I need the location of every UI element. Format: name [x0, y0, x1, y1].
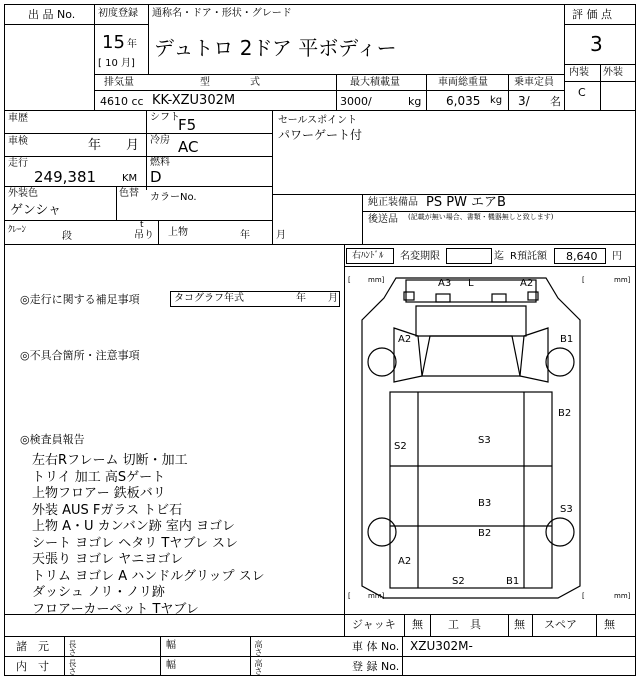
- wheel-front-right: [546, 348, 574, 376]
- mileage-unit: KM: [122, 173, 138, 184]
- mileage-label: 走行: [8, 158, 28, 169]
- remark-line: 左右Rフレーム 切断・加工: [32, 453, 188, 468]
- first-reg-label: 初度登録: [98, 8, 138, 19]
- delivery-note: (記載が無い場合、書類・機器無しと致します): [408, 213, 554, 221]
- chassis-label: 車 体 No.: [352, 640, 400, 653]
- tachograph-month: 月: [328, 293, 338, 304]
- exterior-label: 外装: [603, 67, 623, 78]
- remark-line: トリム ヨゴレ A ハンドルグリップ スレ: [32, 568, 265, 584]
- inspection-month: 月: [126, 138, 140, 153]
- bracket-note: mm]: [368, 592, 385, 600]
- bracket-note: mm]: [368, 276, 385, 284]
- max-load-unit: kg: [408, 95, 422, 108]
- crane-stage: 段: [62, 231, 72, 242]
- grid-line: [272, 110, 273, 244]
- grid-line: [344, 614, 636, 615]
- tachograph-label: タコグラフ年式: [174, 293, 244, 304]
- height-label: 高さ: [254, 659, 263, 675]
- grid-line: [148, 4, 149, 74]
- length-label: 長さ: [68, 640, 77, 656]
- max-load-label: 最大積載量: [350, 77, 400, 88]
- wheel-rear-right: [546, 518, 574, 546]
- remark-line: 外装 AUS Fガラス トビ石: [32, 502, 183, 518]
- spare-value: 無: [604, 618, 615, 631]
- bracket-note: [: [582, 276, 585, 284]
- remark-line: 上物 A・U カンバン跡 室内 ヨゴレ: [32, 519, 236, 534]
- inspection-year: 年: [88, 138, 102, 153]
- steering-value: 右ﾊﾝﾄﾞﾙ: [352, 251, 384, 261]
- remark-line: フロアーカーペット Tヤブレ: [32, 601, 199, 617]
- grid-line: [564, 24, 636, 25]
- ext-color-value: ゲンシャ: [10, 203, 62, 218]
- grid-line: [4, 244, 636, 245]
- capacity-unit: 名: [550, 95, 561, 108]
- damage-mark: A2: [398, 334, 412, 345]
- shift-value: F5: [178, 116, 197, 134]
- model-value: KK-XZU302M: [152, 93, 236, 108]
- meter-change-box: [446, 248, 492, 264]
- grid-line: [94, 4, 95, 110]
- damage-mark: B1: [506, 576, 520, 587]
- recycle-label: R預託額: [510, 251, 547, 262]
- grid-line: [336, 74, 337, 110]
- grid-line: [4, 110, 636, 111]
- remark-line: ダッシュ ノリ・ノリ跡: [32, 585, 165, 600]
- width-label: 幅: [166, 640, 176, 651]
- bracket-note: [: [348, 276, 351, 284]
- fuel-value: D: [150, 168, 162, 186]
- reg-year: 15: [102, 32, 125, 53]
- lot-no-label: 出 品 No.: [28, 8, 76, 21]
- grid-line: [64, 636, 65, 676]
- grid-line: [564, 4, 565, 110]
- history-label: 車歴: [8, 113, 28, 124]
- delivery-label: 後送品: [368, 214, 398, 225]
- cab-body: [416, 306, 526, 336]
- max-load-value: 3000/: [340, 95, 372, 108]
- wheel-rear-left: [368, 518, 396, 546]
- gross-weight-label: 車両総重量: [438, 77, 488, 88]
- recycle-unit: 円: [612, 251, 622, 262]
- damage-mark: S2: [394, 441, 407, 452]
- displacement-value: 4610 cc: [100, 95, 144, 108]
- bracket-note: [: [582, 592, 585, 600]
- model-name-label: 通称名・ドア・形状・グレード: [152, 8, 292, 19]
- fuel-label: 燃料: [150, 157, 170, 168]
- upper-label: 上物: [168, 227, 188, 238]
- registration-label: 登 録 No.: [352, 660, 400, 673]
- chassis-value: XZU302M-: [410, 639, 473, 653]
- windshield: [422, 336, 520, 376]
- spare-label: スペア: [544, 618, 577, 631]
- grid-line: [158, 220, 159, 244]
- damage-mark: B3: [478, 498, 492, 509]
- sales-point-value: パワーゲート付: [278, 128, 363, 142]
- grid-line: [532, 614, 533, 636]
- reg-month: [ 10 月]: [98, 58, 135, 69]
- crane-label: ｸﾚｰﾝ: [8, 225, 27, 235]
- damage-mark: S3: [560, 504, 573, 515]
- door-right: [520, 328, 548, 382]
- grid-line: [596, 614, 597, 636]
- damage-mark: S3: [478, 435, 491, 446]
- ac-value: AC: [178, 138, 199, 156]
- width-label: 幅: [166, 660, 176, 671]
- equipment-value: PS PW エアB: [426, 195, 506, 210]
- wheel-front-left: [368, 348, 396, 376]
- grid-line: [426, 74, 427, 110]
- interior-grade: C: [578, 86, 586, 99]
- grid-line: [94, 74, 564, 75]
- inspection-label: 車検: [8, 136, 28, 147]
- grid-line: [116, 186, 117, 220]
- bracket-note: mm]: [614, 276, 631, 284]
- grid-line: [508, 74, 509, 110]
- recycle-value: 8,640: [566, 250, 598, 263]
- grid-line: [508, 614, 509, 636]
- cab-top-left: [436, 294, 450, 302]
- grid-line: [146, 110, 147, 190]
- grid-line: [4, 133, 272, 134]
- grid-line: [4, 636, 636, 637]
- grid-line: [4, 156, 272, 157]
- sales-point-label: セールスポイント: [278, 115, 358, 126]
- capacity-value: 3/: [518, 94, 530, 108]
- crane-ton: t: [140, 220, 144, 230]
- length-label: 長さ: [68, 659, 77, 675]
- capacity-label: 乗車定員: [514, 77, 554, 88]
- inspector-label: ◎検査員報告: [20, 433, 85, 446]
- remark-line: シート ヨゴレ ヘタリ Tヤブレ スレ: [32, 535, 238, 551]
- damage-mark: A2: [398, 556, 412, 567]
- remark-line: トリイ 加工 高Sゲート: [32, 469, 166, 485]
- rating-value: 3: [590, 32, 603, 56]
- upper-month: 月: [276, 230, 286, 241]
- grid-line: [160, 636, 161, 676]
- shift-label: シフト: [150, 112, 180, 123]
- remark-line: 上物フロアー 鉄板バリ: [32, 486, 166, 501]
- ext-color-label: 外装色: [8, 188, 38, 199]
- meter-change-unit: 迄: [494, 251, 504, 262]
- grid-line: [4, 186, 272, 187]
- damage-mark: A2: [520, 278, 534, 289]
- truck-bed: [390, 392, 552, 588]
- driving-notes-label: ◎走行に関する補足事項: [20, 293, 140, 306]
- jack-label: ジャッキ: [352, 618, 396, 631]
- interior-label: 内装: [569, 67, 589, 78]
- grid-line: [4, 656, 636, 657]
- car-name: デュトロ 2ドア 平ボディー: [154, 36, 397, 60]
- damage-mark: L: [468, 278, 474, 289]
- damage-mark: B2: [478, 528, 492, 539]
- remark-line: 天張り ヨゴレ ヤニヨゴレ: [32, 552, 184, 567]
- grid-line: [250, 636, 251, 676]
- grid-line: [430, 614, 431, 636]
- model-label: 型 式: [200, 77, 260, 88]
- equipment-label: 純正装備品: [368, 197, 418, 208]
- bracket-note: mm]: [614, 592, 631, 600]
- color-change-label: 色替: [119, 188, 139, 199]
- grid-line: [4, 220, 272, 221]
- interior-dimension-label: 内 寸: [16, 660, 49, 673]
- grid-line: [600, 64, 601, 110]
- grid-line: [4, 24, 94, 25]
- dimension-label: 諸 元: [16, 640, 49, 653]
- grid-line: [404, 614, 405, 636]
- damage-mark: B1: [560, 334, 574, 345]
- height-label: 高さ: [254, 640, 263, 656]
- jack-value: 無: [412, 618, 423, 631]
- gross-weight-unit: kg: [490, 95, 503, 106]
- tools-label: 工 具: [448, 618, 481, 631]
- meter-change-label: 名変期限: [400, 251, 440, 262]
- upper-year: 年: [240, 230, 250, 241]
- damage-mark: B2: [558, 408, 572, 419]
- inspector-remarks: [32, 449, 265, 617]
- tools-value: 無: [514, 618, 525, 631]
- cab-top-right: [492, 294, 506, 302]
- reg-year-unit: 年: [127, 39, 137, 50]
- vehicle-damage-diagram: [344, 266, 636, 614]
- grid-line: [94, 24, 148, 25]
- grid-line: [94, 90, 564, 91]
- defects-label: ◎不具合箇所・注意事項: [20, 349, 140, 362]
- ac-label: 冷房: [150, 135, 170, 146]
- grid-line: [362, 211, 636, 212]
- damage-mark: S2: [452, 576, 465, 587]
- crane-lift: 吊り: [134, 230, 154, 241]
- tachograph-year: 年: [296, 293, 306, 304]
- gross-weight-value: 6,035: [446, 94, 481, 108]
- grid-line: [402, 636, 403, 676]
- damage-mark: A3: [438, 278, 452, 289]
- bracket-note: [: [348, 592, 351, 600]
- color-no-label: カラーNo.: [150, 192, 197, 203]
- rating-label: 評 価 点: [572, 8, 612, 21]
- grid-line: [362, 194, 363, 244]
- body-outline: [362, 278, 580, 598]
- mileage-value: 249,381: [34, 168, 97, 186]
- displacement-label: 排気量: [104, 77, 134, 88]
